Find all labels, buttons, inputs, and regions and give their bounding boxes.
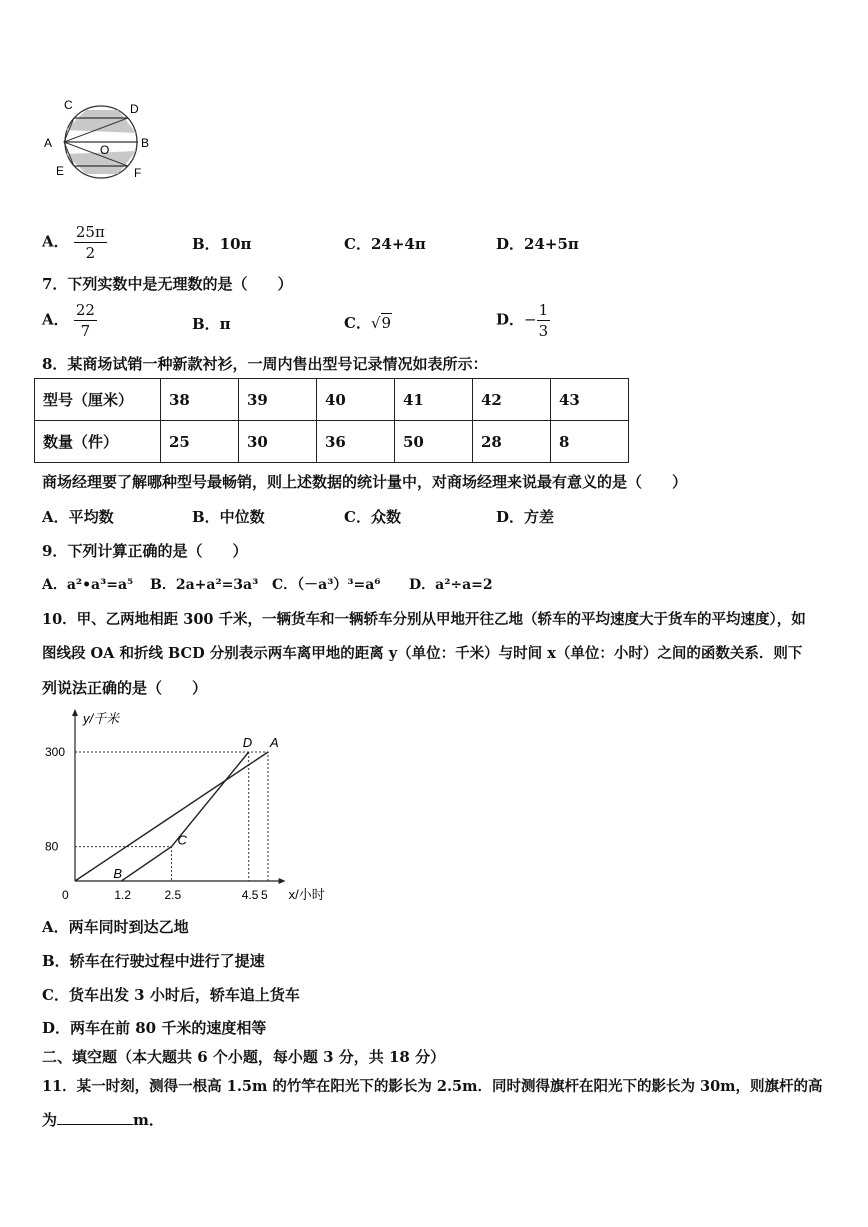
sqrt-icon: √	[370, 314, 381, 332]
x-tick-label: 0	[62, 888, 69, 902]
q10-line1: 10．甲、乙两地相距 300 千米，一辆货车和一辆轿车分别从甲地开往乙地（轿车的平均速度大于货车的平均速度），如	[42, 611, 806, 628]
label-e: E	[56, 164, 65, 178]
table-cell: 50	[395, 421, 473, 463]
q8-option-d[interactable]: D．方差	[496, 508, 555, 526]
x-axis-label: x/小时	[288, 887, 325, 902]
table-cell: 30	[239, 421, 317, 463]
point-label-c: C	[177, 832, 187, 848]
table-cell: 36	[317, 421, 395, 463]
y-tick-label: 80	[45, 839, 59, 854]
y-tick-label: 300	[45, 745, 66, 759]
size-table	[34, 378, 629, 463]
frac-den: 7	[80, 322, 91, 340]
q8-followup: 商场经理要了解哪种型号最畅销，则上述数据的统计量中，对商场经理来说最有意义的是（ ）	[42, 473, 688, 491]
q8-stem: 8．某商场试销一种新款衬衫，一周内售出型号记录情况如表所示：	[42, 355, 488, 373]
label-d: D	[130, 102, 139, 116]
y-axis-arrow-icon	[72, 709, 78, 716]
q8-option-c[interactable]: C．众数	[344, 508, 401, 526]
label-c: C	[64, 98, 73, 112]
table-cell: 43	[551, 379, 629, 421]
label-b: B	[141, 136, 150, 150]
table-header-cell: 型号（厘米）	[35, 379, 161, 421]
x-axis-arrow-icon	[279, 878, 286, 884]
q6-option-c[interactable]: C．24+4π	[344, 235, 426, 253]
series-line-oa	[75, 752, 268, 881]
label-o: O	[100, 143, 110, 157]
series-line-bcd	[121, 752, 248, 881]
table-cell: 38	[161, 379, 239, 421]
q11-line2: 为 m．	[42, 1111, 164, 1129]
distance-time-chart	[30, 705, 325, 910]
table-cell: 25	[161, 421, 239, 463]
frac-num: 22	[75, 301, 95, 319]
q10-line3: 列说法正确的是（ ）	[42, 679, 208, 697]
q9-option-b[interactable]: B．2a+a²=3a³	[150, 577, 259, 593]
frac-num: 1	[538, 301, 549, 319]
q9-option-a[interactable]: A．a²•a³=a⁵	[42, 577, 134, 593]
point-label-d: D	[242, 735, 253, 750]
label-a: A	[44, 136, 53, 150]
frac-num: 25π	[75, 223, 105, 241]
x-tick-label: 5	[261, 888, 268, 902]
q8-option-b[interactable]: B．中位数	[192, 508, 265, 526]
q7-stem: 7．下列实数中是无理数的是（ ）	[42, 275, 293, 293]
table-header-cell: 数量（件）	[35, 421, 161, 463]
x-tick-label: 4.5	[241, 888, 259, 902]
q11-line1: 11．某一时刻，测得一根高 1.5m 的竹竿在阳光下的影长为 2.5m．同时测得旗杆在阳光下的影长为 30m，则旗杆的高	[42, 1078, 823, 1095]
q9-option-c[interactable]: C．（－a³）³=a⁶	[272, 577, 381, 593]
table-cell: 39	[239, 379, 317, 421]
table-cell: 8	[551, 421, 629, 463]
q7-option-a[interactable]: A． $\frac{22}{7}$	[42, 301, 95, 340]
q10-option-b[interactable]: B．轿车在行驶过程中进行了提速	[42, 952, 265, 970]
answer-blank[interactable]	[57, 1110, 133, 1125]
point-label-b: B	[113, 866, 122, 881]
q10-line2: 图线段 OA 和折线 BCD 分别表示两车离甲地的距离 y（单位：千米）与时间 x（单位：小时）之间的函数关系．则下	[42, 645, 803, 662]
circle-figure	[36, 95, 166, 187]
table-cell: 41	[395, 379, 473, 421]
q10-option-d[interactable]: D．两车在前 80 千米的速度相等	[42, 1019, 267, 1037]
frac-den: 2	[85, 244, 96, 262]
frac-den: 3	[538, 322, 549, 340]
table-row	[35, 379, 629, 421]
x-tick-label: 2.5	[164, 888, 182, 902]
q7-option-d[interactable]: D．− $\frac{1}{3}$	[496, 301, 549, 340]
point-label-a: A	[270, 735, 279, 750]
q6-option-b[interactable]: B．10π	[192, 235, 252, 253]
table-cell: 28	[473, 421, 551, 463]
table-cell: 40	[317, 379, 395, 421]
section-title: 二、填空题（本大题共 6 个小题，每小题 3 分，共 18 分）	[42, 1048, 446, 1066]
table-cell: 42	[473, 379, 551, 421]
x-tick-label: 1.2	[114, 888, 132, 902]
q6-option-a[interactable]: A． $\frac{25\pi}{2}$	[42, 223, 105, 262]
q7-option-c[interactable]: C．√9	[344, 314, 392, 332]
q9-stem: 9．下列计算正确的是（ ）	[42, 542, 248, 560]
q10-option-c[interactable]: C．货车出发 3 小时后，轿车追上货车	[42, 986, 300, 1004]
y-axis-label: y/千米	[83, 711, 120, 726]
label-f: F	[134, 166, 142, 180]
q7-option-b[interactable]: B．π	[192, 315, 231, 333]
table-row	[35, 421, 629, 463]
q8-option-a[interactable]: A．平均数	[42, 508, 114, 526]
q6-option-d[interactable]: D．24+5π	[496, 235, 579, 253]
q9-option-d[interactable]: D．a²÷a=2	[409, 577, 493, 593]
q10-option-a[interactable]: A．两车同时到达乙地	[42, 918, 189, 936]
guide-line	[75, 847, 172, 881]
